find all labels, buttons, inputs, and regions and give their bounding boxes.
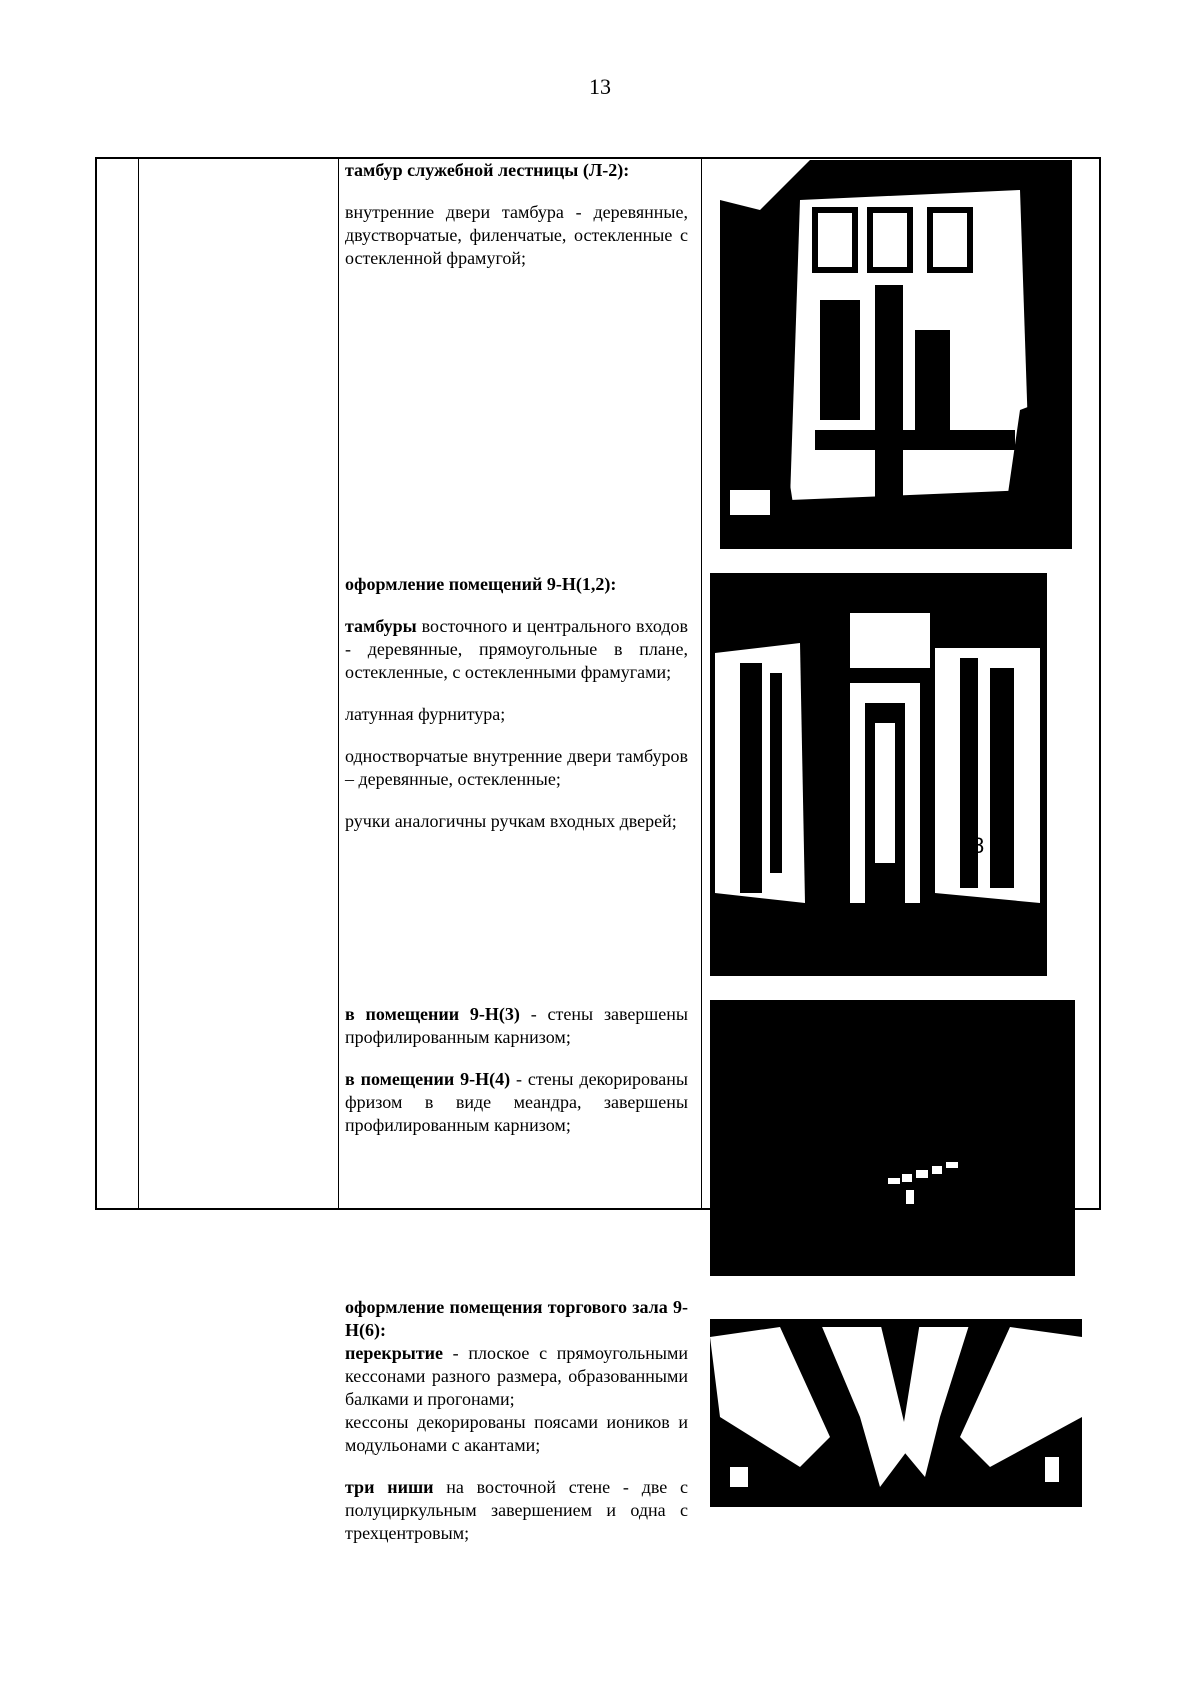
section-paragraph: ручки аналогичны ручкам входных дверей; <box>345 811 677 831</box>
section-paragraph: в помещении 9-Н(4) - стены декорированы фризом в виде меандра, завершены профилированным карнизом; <box>345 1069 689 1135</box>
page-number: 13 <box>589 74 611 99</box>
section-heading: оформление помещения торгового зала 9-Н(6): <box>345 1297 688 1340</box>
section-paragraph: латунная фурнитура; <box>345 704 506 724</box>
section-paragraph: в помещении 9-Н(3) - стены завершены профилированным карнизом; <box>345 1004 689 1047</box>
section-paragraph: одностворчатые внутренние двери тамбуров – деревянные, остекленные; <box>345 746 688 789</box>
section-paragraph: внутренние двери тамбура - деревянные, двустворчатые, филенчатые, остекленные с остекленной фрамугой; <box>345 202 688 268</box>
column-divider-3 <box>701 159 702 1208</box>
column-divider-1 <box>138 159 139 1208</box>
section-paragraph: кессоны декорированы поясами иоников и модульонами с акантами; <box>345 1412 688 1455</box>
section-paragraph: перекрытие - плоское с прямоугольными кессонами разного размера, образованными балками и прогонами; <box>345 1343 688 1409</box>
section-heading: тамбур служебной лестницы (Л-2): <box>345 160 630 180</box>
photo-coffered-ceiling <box>710 1297 1082 1507</box>
photo-tambur-doors <box>720 160 1072 549</box>
section-paragraph: три ниши на восточной стене - две с полуциркульным завершением и одна с трехцентровым; <box>345 1477 688 1543</box>
column-divider-2 <box>338 159 339 1208</box>
photo-number-label: 8 <box>972 833 985 858</box>
photo-entrance-tambours <box>710 573 1047 976</box>
section-tambur-l2 <box>345 159 688 270</box>
section-trading-hall-9n-6 <box>345 1296 688 1545</box>
section-paragraph: тамбуры восточного и центрального входов - деревянные, прямоугольные в плане, остекленные, с остекленными фрамугами; <box>345 616 688 682</box>
section-heading: оформление помещений 9-Н(1,2): <box>345 574 617 594</box>
photo-frieze-meander <box>710 1000 1075 1276</box>
section-rooms-9n-3-4 <box>345 1003 688 1137</box>
section-rooms-9n-1-2 <box>345 573 688 833</box>
